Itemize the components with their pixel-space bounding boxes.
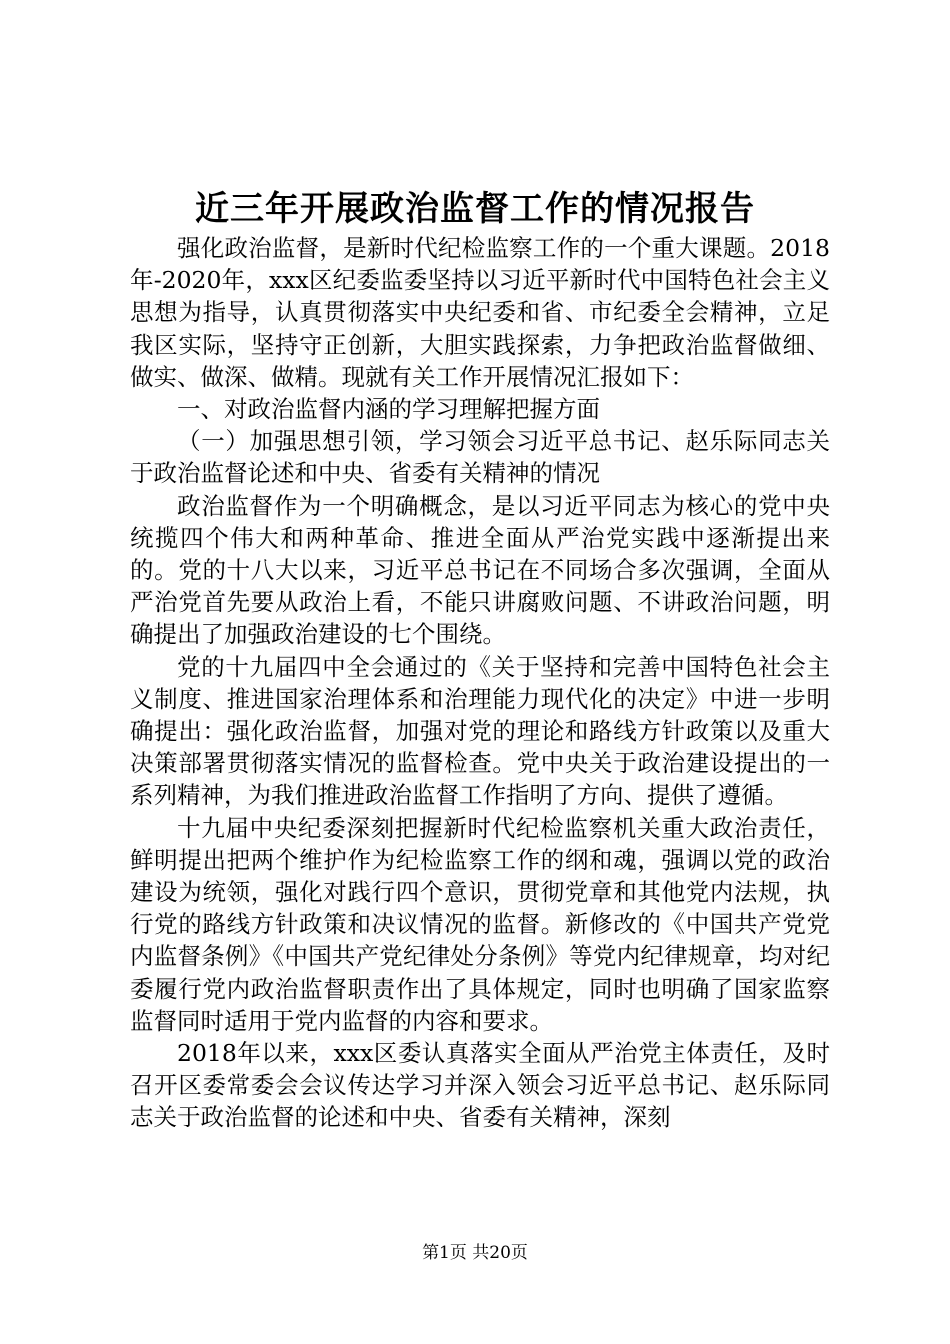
document-body [130, 232, 830, 1134]
paragraph-central-discipline-commission: 十九届中央纪委深刻把握新时代纪检监察机关重大政治责任，鲜明提出把两个维护作为纪检监察工作的纲和魂，强调以党的政治建设为统领，强化对践行四个意识，贯彻党章和其他党内法规，执行党的路线方针政策和决议情况的监督。新修改的《中国共产党党内监督条例》《中国共产党纪律处分条例》等党内纪律规章，均对纪委履行党内政治监督职责作出了具体规定，同时也明确了国家监察监督同时适用于党内监督的内容和要求。 [130, 813, 830, 1035]
paragraph-district-committee: 2018年以来，xxx区委认真落实全面从严治党主体责任，及时召开区委常委会会议传达学习并深入领会习近平总书记、赵乐际同志关于政治监督的论述和中央、省委有关精神，深刻 [130, 1039, 830, 1132]
paragraph-intro: 强化政治监督，是新时代纪检监察工作的一个重大课题。2018年-2020年，xxx区纪委监委坚持以习近平新时代中国特色社会主义思想为指导，认真贯彻落实中央纪委和省、市纪委全会精神，立足我区实际，坚持守正创新，大胆实践探索，力争把政治监督做细、做实、做深、做精。现就有关工作开展情况汇报如下： [130, 234, 830, 391]
paragraph-political-supervision-concept: 政治监督作为一个明确概念，是以习近平同志为核心的党中央统揽四个伟大和两种革命、推进全面从严治党实践中逐渐提出来的。党的十八大以来，习近平总书记在不同场合多次强调，全面从严治党首先要从政治上看，不能只讲腐败问题、不讲政治问题，明确提出了加强政治建设的七个围绕。 [130, 491, 830, 649]
paragraph-fourth-plenary: 党的十九届四中全会通过的《关于坚持和完善中国特色社会主义制度、推进国家治理体系和治理能力现代化的决定》中进一步明确提出：强化政治监督，加强对党的理论和路线方针政策以及重大决策部署贯彻落实情况的监督检查。党中央关于政治建设提出的一系列精神，为我们推进政治监督工作指明了方向、提供了遵循。 [130, 652, 830, 810]
document-title: 近三年开展政治监督工作的情况报告 [195, 189, 755, 229]
page-footer: 第1页 共20页 [422, 1243, 528, 1263]
subsection-heading-1: （一）加强思想引领，学习领会习近平总书记、赵乐际同志关于政治监督论述和中央、省委有关精神的情况 [130, 427, 830, 488]
section-heading-1: 一、对政治监督内涵的学习理解把握方面 [177, 395, 600, 424]
